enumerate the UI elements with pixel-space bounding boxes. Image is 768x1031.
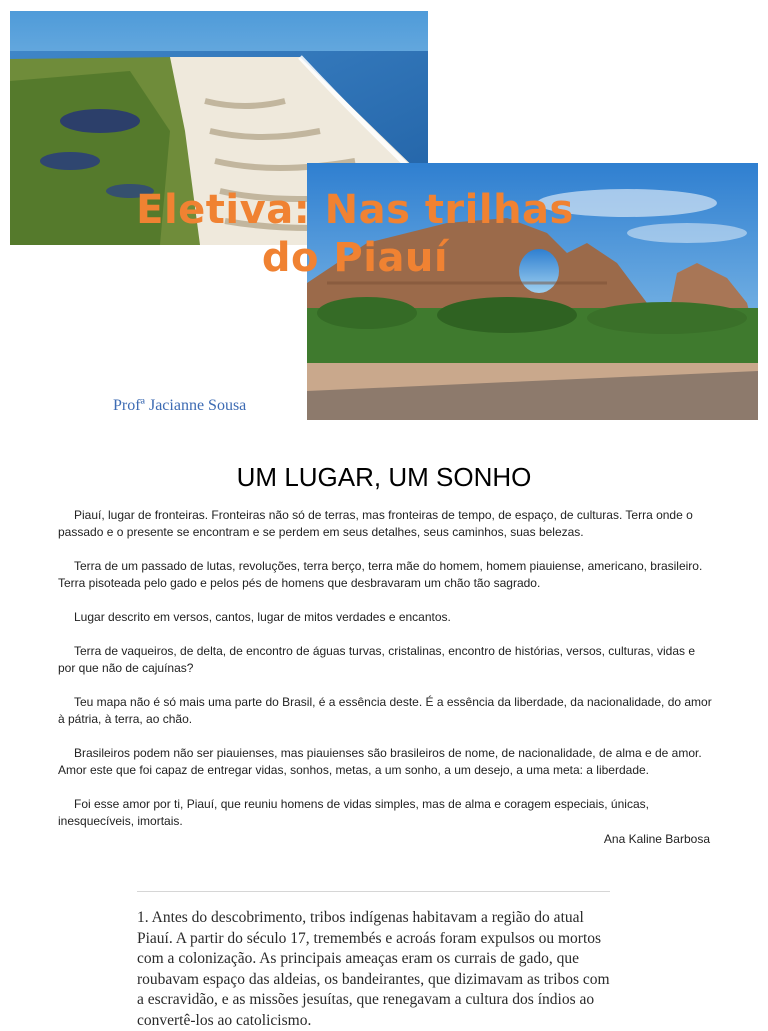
poem-paragraph: Teu mapa não é só mais uma parte do Brasil, é a essência deste. É a essência da liberdade, da nacionalidade, do amor à pátria, à terra, ao chão. [58,695,712,726]
cover-title-line-1: Eletiva: Nas trilhas [136,187,574,233]
cover-title [95,186,615,282]
section-divider [137,891,610,892]
cover-title-line-2: do Piauí [261,235,449,281]
poem-paragraph: Piauí, lugar de fronteiras. Fronteiras não só de terras, mas fronteiras de tempo, de espaço, de culturas. Terra onde o passado e o presente se encontram e se perdem em seus detalhes, seus caminhos, suas belezas. [58,508,693,539]
poem-paragraph: Lugar descrito em versos, cantos, lugar de mitos verdades e encantos. [74,610,451,624]
question-text: 1. Antes do descobrimento, tribos indígenas habitavam a região do atual Piauí. A partir do século 17, tremembés e acroás foram expulsos ou mortos com a colonização. As principais ameaças eram os currais de gado, que roubavam espaço das aldeias, os bandeirantes, que dizimavam as tribos com a escravidão, e as missões jesuítas, que renegavam a cultura dos índios ao convertê-los ao catolicismo. [137,909,610,1029]
poem-paragraph: Brasileiros podem não ser piauienses, mas piauienses são brasileiros de nome, de nacionalidade, de alma e de amor. Amor este que foi capaz de entregar vidas, sonhos, metas, a um sonho, a um desejo, a uma meta: a liberdade. [58,746,702,777]
poem-author: Ana Kaline Barbosa [603,832,710,846]
poem-title: UM LUGAR, UM SONHO [236,462,532,492]
teacher-name: Profª Jacianne Sousa [113,397,247,414]
poem-paragraph: Terra de um passado de lutas, revoluções, terra berço, terra mãe do homem, homem piauiense, americano, brasileiro. Terra pisoteada pelo gado e pelos pés de homens que desbravaram um chão tão sagrado. [58,559,703,590]
poem-body [58,507,713,847]
poem-paragraph: Foi esse amor por ti, Piauí, que reuniu homens de vidas simples, mas de alma e coragem especiais, únicas, inesquecíveis, imortais. [58,797,649,828]
poem-paragraph: Terra de vaqueiros, de delta, de encontro de águas turvas, cristalinas, encontro de histórias, versos, culturas, vidas e por que não de cajuínas? [58,644,695,675]
